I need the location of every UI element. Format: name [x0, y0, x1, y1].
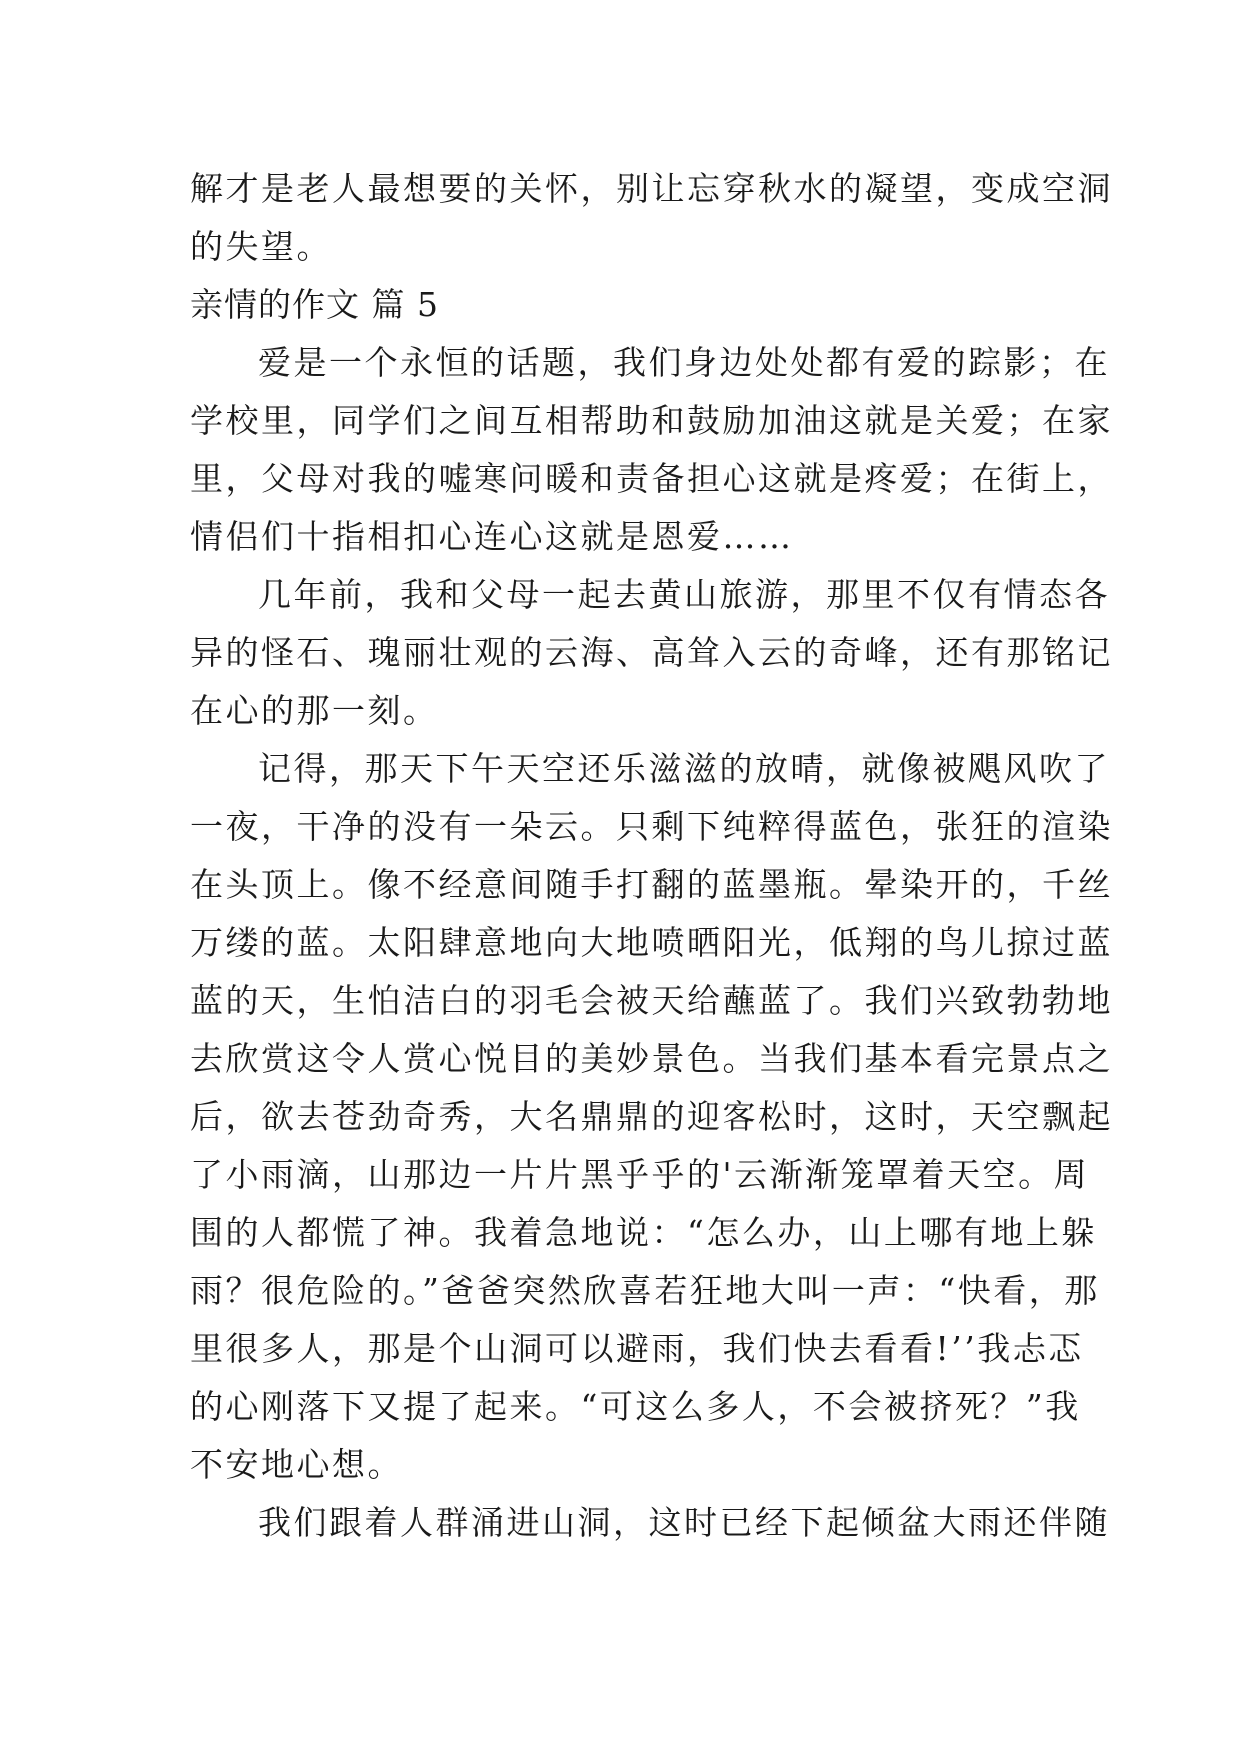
text-line: 的心刚落下又提了起来。“可这么多人，不会被挤死？”我 — [190, 1387, 1081, 1426]
text-line: 后，欲去苍劲奇秀，大名鼎鼎的迎客松时，这时，天空飘起 — [190, 1097, 1113, 1136]
text-line: 蓝的天，生怕洁白的羽毛会被天给蘸蓝了。我们兴致勃勃地 — [190, 981, 1113, 1020]
section-heading: 亲情的作文 篇 5 — [190, 285, 439, 324]
paragraph-first-line: 爱是一个永恒的话题，我们身边处处都有爱的踪影；在 — [258, 343, 1110, 382]
text-line: 不安地心想。 — [190, 1445, 403, 1484]
text-line: 异的怪石、瑰丽壮观的云海、高耸入云的奇峰，还有那铭记 — [190, 633, 1113, 672]
paragraph-first-line: 我们跟着人群涌进山洞，这时已经下起倾盆大雨还伴随 — [258, 1503, 1110, 1542]
text-line: 情侣们十指相扣心连心这就是恩爱…… — [190, 517, 794, 556]
text-line: 学校里，同学们之间互相帮助和鼓励加油这就是关爱；在家 — [190, 401, 1113, 440]
text-line: 解才是老人最想要的关怀，别让忘穿秋水的凝望，变成空洞 — [190, 169, 1113, 208]
text-line: 里，父母对我的嘘寒问暖和责备担心这就是疼爱；在街上， — [190, 459, 1113, 498]
text-line: 在头顶上。像不经意间随手打翻的蓝墨瓶。晕染开的，千丝 — [190, 865, 1113, 904]
text-line: 一夜，干净的没有一朵云。只剩下纯粹得蓝色，张狂的渲染 — [190, 807, 1113, 846]
paragraph-first-line: 记得，那天下午天空还乐滋滋的放晴，就像被飓风吹了 — [258, 749, 1110, 788]
text-line: 雨？很危险的。”爸爸突然欣喜若狂地大叫一声：“快看，那 — [190, 1271, 1100, 1310]
text-line: 万缕的蓝。太阳肆意地向大地喷晒阳光，低翔的鸟儿掠过蓝 — [190, 923, 1113, 962]
text-line: 的失望。 — [190, 227, 332, 266]
paragraph-first-line: 几年前，我和父母一起去黄山旅游，那里不仅有情态各 — [258, 575, 1110, 614]
text-line: 里很多人，那是个山洞可以避雨，我们快去看看!’’我忐忑 — [190, 1329, 1084, 1368]
text-line: 去欣赏这令人赏心悦目的美妙景色。当我们基本看完景点之 — [190, 1039, 1113, 1078]
document-body — [190, 160, 1113, 1552]
text-line: 了小雨滴，山那边一片片黑乎乎的'云渐渐笼罩着天空。周 — [190, 1155, 1090, 1194]
text-line: 围的人都慌了神。我着急地说：“怎么办，山上哪有地上躲 — [190, 1213, 1097, 1252]
text-line: 在心的那一刻。 — [190, 691, 439, 730]
